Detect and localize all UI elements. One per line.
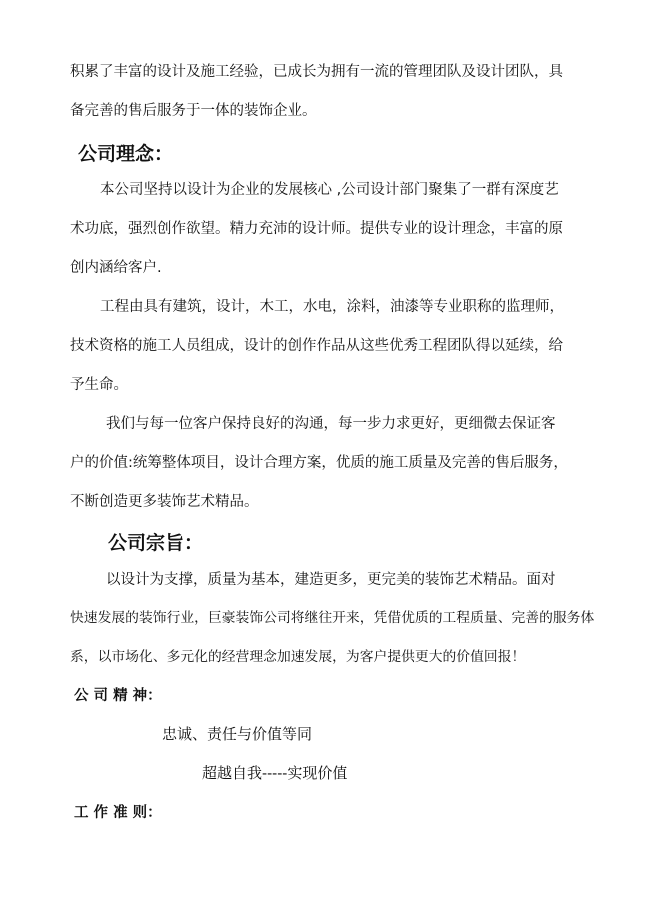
tenet-line-3: 系，以市场化、多元化的经营理念加速发展，为客户提供更大的价值回报！ (70, 649, 526, 665)
philosophy-p3-line-1: 我们与每一位客户保持良好的沟通，每一步力求更好，更细微去保证客 (106, 416, 556, 432)
philosophy-p3-line-2: 户的价值:统筹整体项目，设计合理方案，优质的施工质量及完善的售后服务， (70, 455, 568, 471)
intro-line-1: 积累了丰富的设计及施工经验，已成长为拥有一流的管理团队及设计团队，具 (70, 64, 563, 80)
philosophy-p2-line-1: 工程由具有建筑，设计，木工，水电，涂料，油漆等专业职称的监理师， (100, 299, 564, 315)
philosophy-p3-line-3: 不断创造更多装饰艺术精品。 (70, 494, 259, 510)
work-rules-heading: 工 作 准 则： (74, 805, 162, 821)
tenet-line-2: 快速发展的装饰行业，巨豪装饰公司将继往开来，凭借优质的工程质量、完善的服务体 (70, 610, 595, 626)
spirit-line-1: 忠诚、责任与价值等同 (162, 725, 313, 743)
spirit-heading: 公 司 精 神： (74, 688, 162, 704)
philosophy-p2-line-2: 技术资格的施工人员组成，设计的创作作品从这些优秀工程团队得以延续，给 (70, 338, 563, 354)
intro-line-2: 备完善的售后服务于一体的装饰企业。 (70, 103, 317, 119)
spirit-line-2: 超越自我-----实现价值 (202, 764, 348, 782)
tenet-heading: 公司宗旨： (108, 532, 204, 554)
philosophy-p2-line-3: 予生命。 (70, 377, 128, 393)
philosophy-p1-line-1: 本公司坚持以设计为企业的发展核心 ,公司设计部门聚集了一群有深度艺 (100, 182, 559, 198)
philosophy-p1-line-2: 术功底，强烈创作欲望。精力充沛的设计师。提供专业的设计理念，丰富的原 (70, 221, 563, 237)
philosophy-p1-line-3: 创内涵给客户. (70, 260, 162, 276)
tenet-line-1: 以设计为支撑，质量为基本，建造更多，更完美的装饰艺术精品。面对 (106, 572, 556, 588)
philosophy-heading: 公司理念： (78, 143, 174, 165)
